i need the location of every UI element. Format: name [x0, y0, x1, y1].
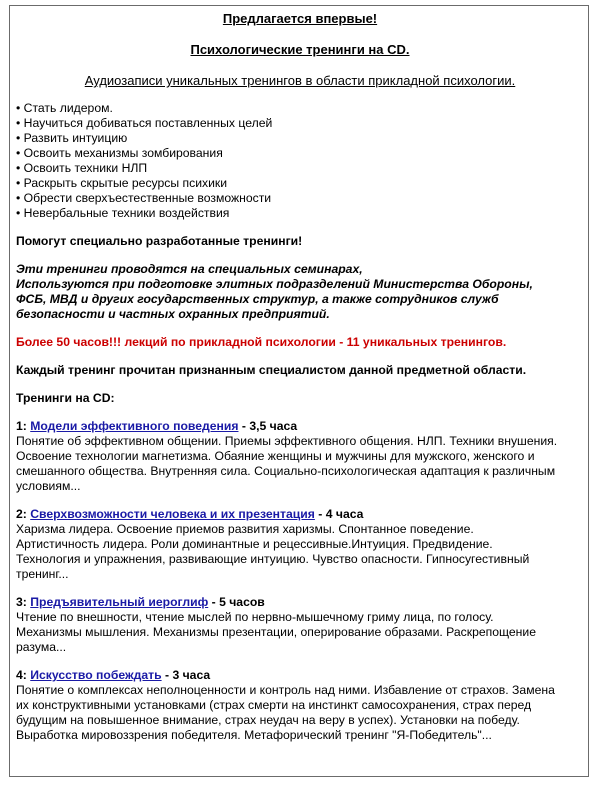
course-desc-line: Выработка мировоззрения победителя. Метафорический тренинг "Я-Победитель"... — [16, 728, 492, 742]
course-link[interactable]: Искусство побеждать — [30, 668, 162, 682]
course-duration: - 3,5 часа — [238, 419, 298, 433]
course-link[interactable]: Предъявительный иероглиф — [30, 595, 209, 609]
seminar-line: безопасности и частных охранных предприятий. — [16, 307, 330, 321]
course-number: 4: — [16, 668, 31, 682]
course-duration: - 3 часа — [161, 668, 211, 682]
seminar-line: Эти тренинги проводятся на специальных семинарах, — [16, 262, 363, 276]
course-desc-line: Харизма лидера. Освоение приемов развития харизмы. Спонтанное поведение. — [16, 522, 474, 536]
page-subheading: Психологические тренинги на CD. — [190, 42, 410, 57]
course-item — [16, 419, 584, 494]
help-line: Помогут специально разработанные тренинги! — [16, 234, 303, 248]
course-desc-line: Понятие о комплексах неполноценности и контроль над ними. Избавление от страхов. Замена — [16, 683, 555, 697]
list-item: • Освоить техники НЛП — [16, 161, 148, 175]
course-desc-line: тренинг... — [16, 567, 69, 581]
list-item: • Невербальные техники воздействия — [16, 206, 230, 220]
list-item: • Освоить механизмы зомбирования — [16, 146, 223, 160]
course-header — [16, 668, 584, 683]
list-item: • Стать лидером. — [16, 101, 113, 115]
course-desc-line: условиям... — [16, 479, 81, 493]
course-number: 2: — [16, 507, 31, 521]
course-header — [16, 595, 584, 610]
course-description — [16, 610, 584, 655]
trainings-label: Тренинги на CD: — [16, 391, 115, 405]
seminar-line: ФСБ, МВД и других государственных структур, а также сотрудников служб — [16, 292, 499, 306]
course-desc-line: их конструктивными установками (страх смерти на инстинкт самосохранения, страх перед — [16, 698, 532, 712]
course-description — [16, 434, 584, 494]
course-item — [16, 507, 584, 582]
course-duration: - 4 часа — [314, 507, 364, 521]
course-header — [16, 419, 584, 434]
course-desc-line: Освоение технологии магнетизма. Обаяние женщины и мужчины для мужского, женского и — [16, 449, 535, 463]
specialist-line: Каждый тренинг прочитан признанным специалистом данной предметной области. — [16, 363, 527, 377]
list-item: • Развить интуицию — [16, 131, 128, 145]
course-description — [16, 683, 584, 743]
hours-line: Более 50 часов!!! лекций по прикладной психологии - 11 уникальных тренингов. — [16, 335, 507, 349]
course-number: 1: — [16, 419, 31, 433]
course-desc-line: Механизмы мышления. Механизмы презентации, оперирование образами. Раскрепощение — [16, 625, 536, 639]
course-desc-line: Понятие об эффективном общении. Приемы эффективного общения. НЛП. Техники внушения. — [16, 434, 558, 448]
course-desc-line: разума... — [16, 640, 67, 654]
course-number: 3: — [16, 595, 31, 609]
ad-content — [16, 11, 584, 743]
course-desc-line: Чтение по внешности, чтение мыслей по нервно-мышечному гриму лица, по голосу. — [16, 610, 494, 624]
list-item: • Обрести сверхъестественные возможности — [16, 191, 272, 205]
course-description — [16, 522, 584, 582]
seminar-paragraph — [16, 262, 584, 322]
course-link[interactable]: Модели эффективного поведения — [30, 419, 239, 433]
page-tagline: Аудиозаписи уникальных тренингов в области прикладной психологии. — [84, 73, 516, 88]
course-link[interactable]: Сверхвозможности человека и их презентация — [30, 507, 315, 521]
course-desc-line: будущим на повышенное внимание, страх неудач на веру в успех). Установки на победу. — [16, 713, 520, 727]
course-item — [16, 668, 584, 743]
list-item: • Раскрыть скрытые ресурсы психики — [16, 176, 228, 190]
course-header — [16, 507, 584, 522]
list-item: • Научиться добиваться поставленных целей — [16, 116, 273, 130]
course-item — [16, 595, 584, 655]
course-desc-line: Технология и упражнения, развивающие интуицию. Чувство опасности. Гипносугестивный — [16, 552, 530, 566]
seminar-line: Используются при подготовке элитных подразделений Министерства Обороны, — [16, 277, 533, 291]
benefits-list — [16, 101, 584, 221]
course-duration: - 5 часов — [208, 595, 265, 609]
course-desc-line: Артистичность лидера. Роли доминантные и рецессивные.Интуиция. Предвидение. — [16, 537, 493, 551]
page-heading: Предлагается впервые! — [222, 11, 378, 26]
course-desc-line: смешанного общества. Внутренняя сила. Социально-психологическая адаптация к различным — [16, 464, 556, 478]
